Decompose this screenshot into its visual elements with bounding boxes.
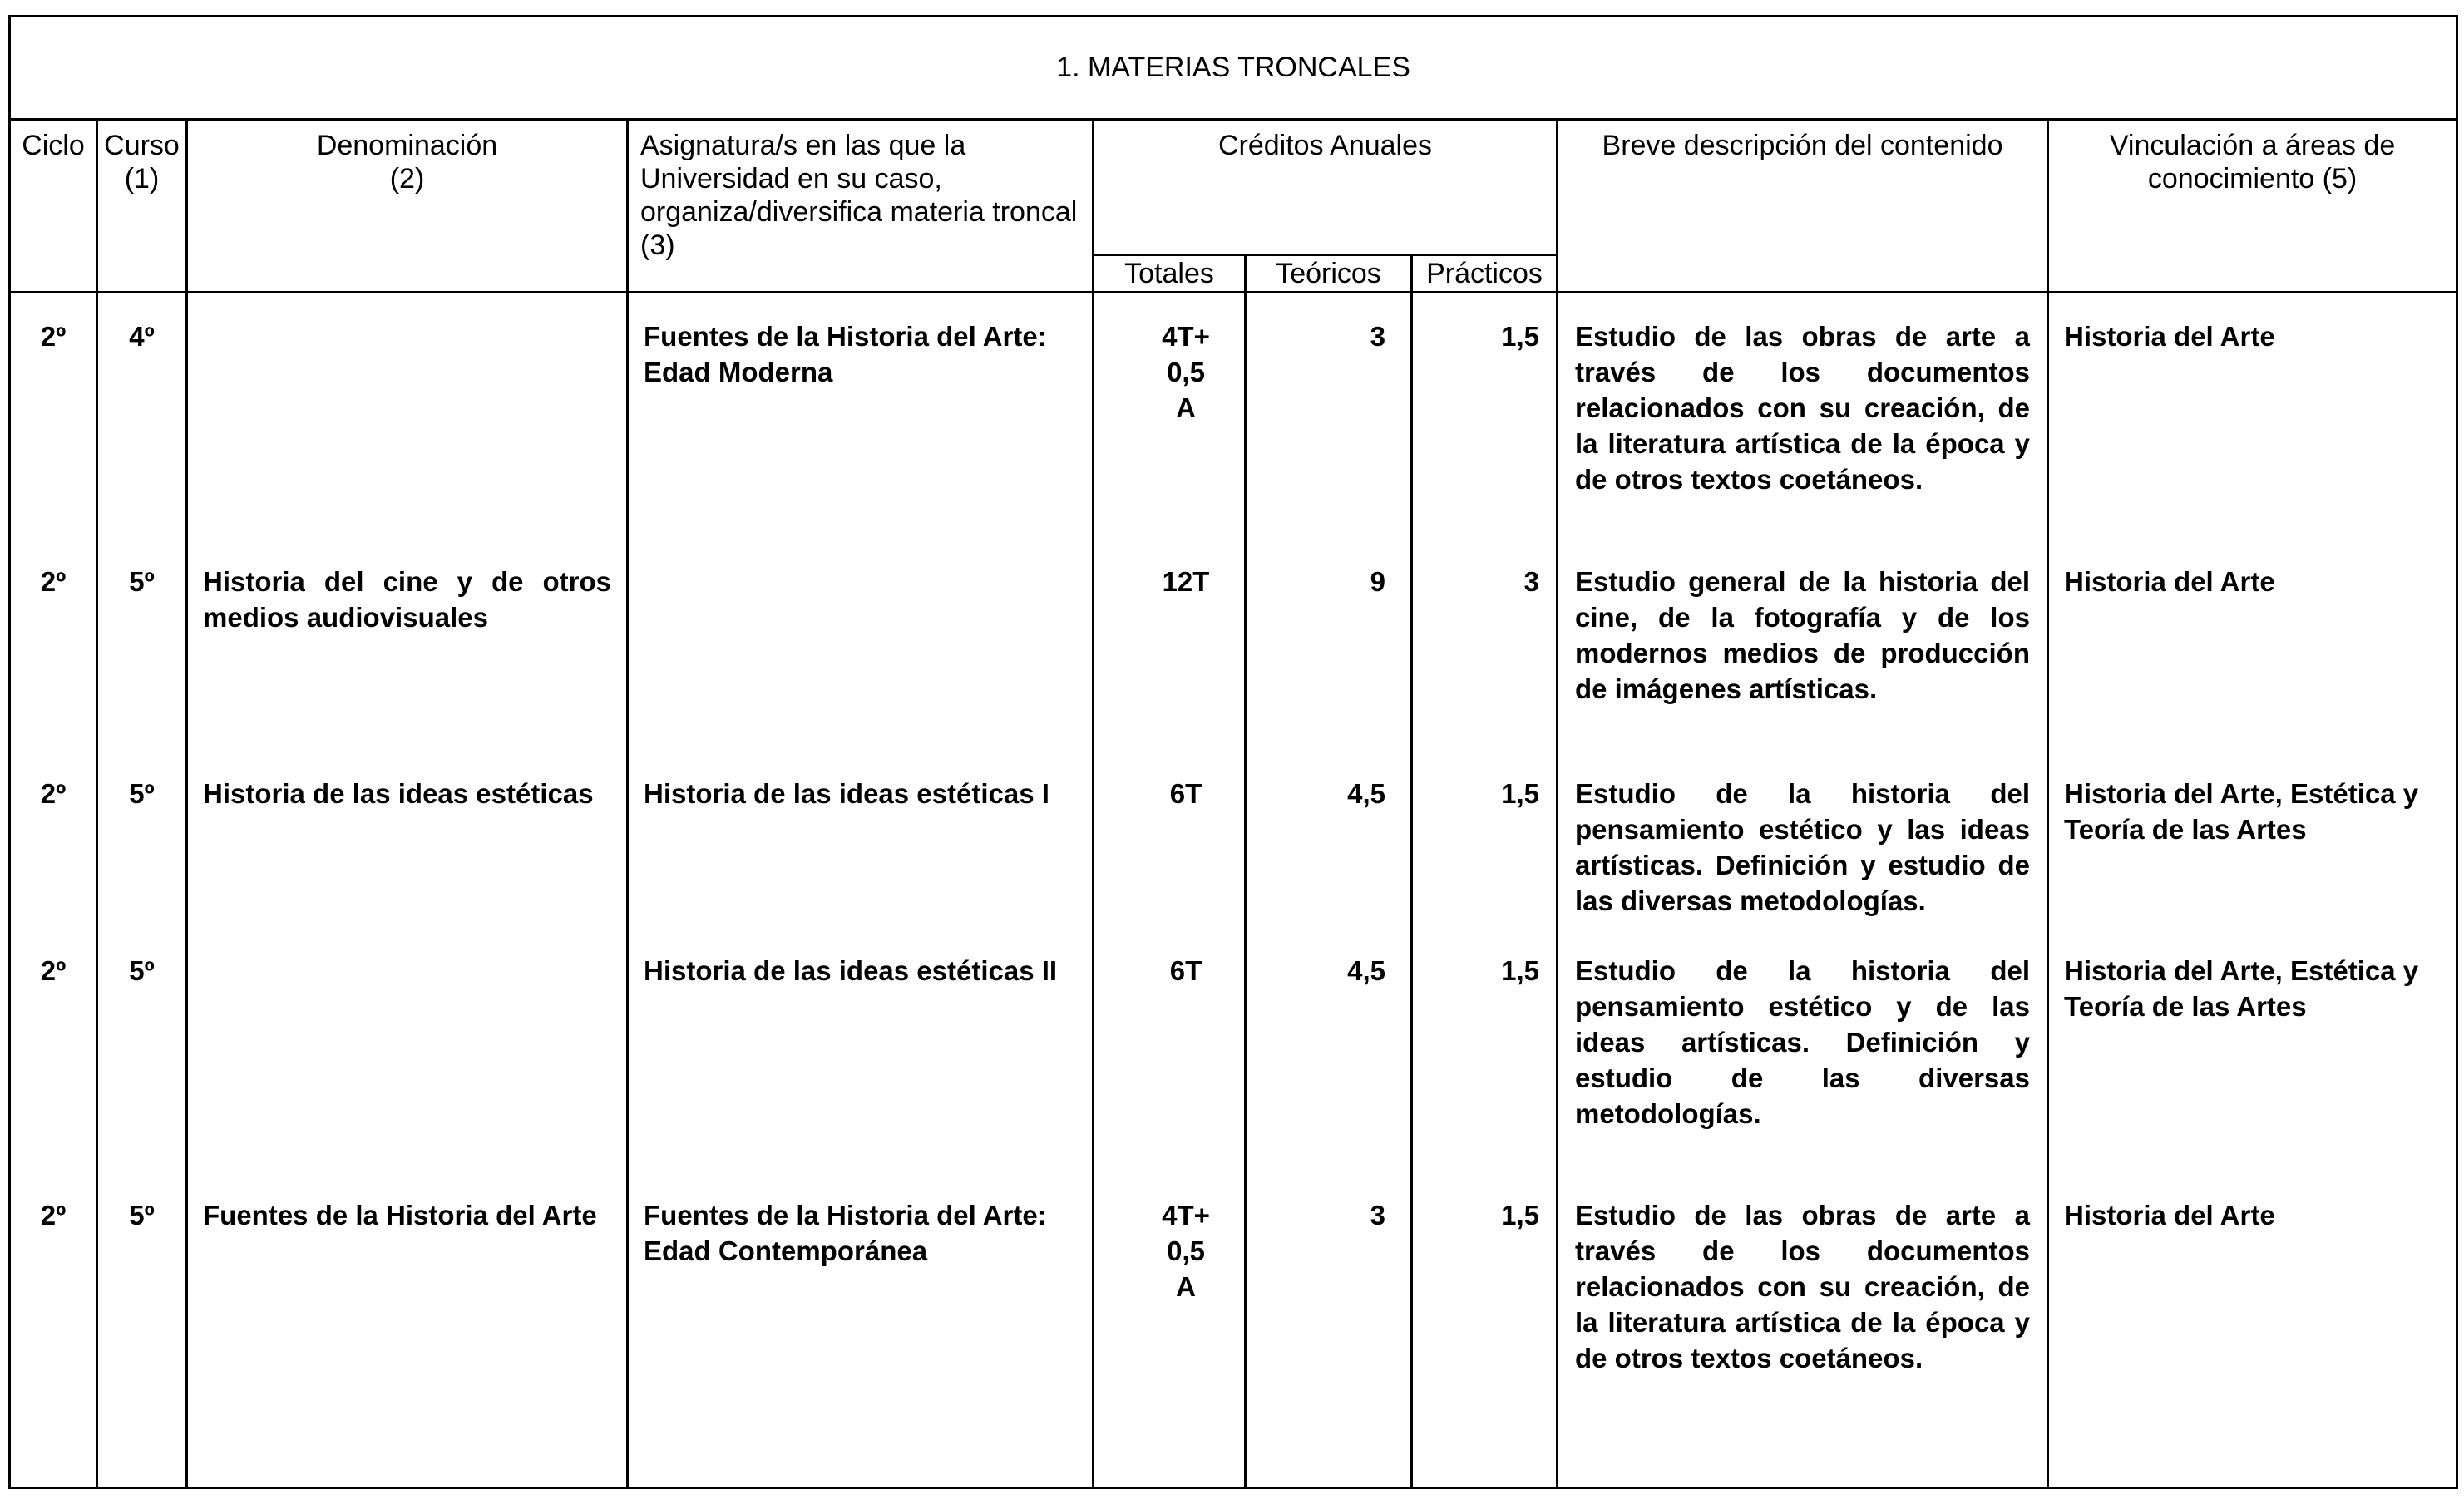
cell-totales: 6T [1169,955,1202,986]
cell-ciclo: 2º [40,566,67,597]
cell-ciclo: 2º [40,1200,67,1230]
cell-totales: 6T [1169,778,1202,809]
cell-curso: 4º [129,321,155,352]
materias-table [8,15,2458,1489]
cell-practicos: 3 [1523,566,1539,597]
header-descripcion: Breve descripción del contenido [1558,120,2048,293]
header-creditos: Créditos Anuales [1094,120,1558,255]
column-lines [11,293,2456,1487]
header-practicos: Prácticos [1412,255,1558,293]
cell-totales: 12T [1162,566,1210,597]
cell-descripcion: Estudio general de la historia del cine, de la fotografía y de los modernos medios de producción de imágenes artísticas. [1575,566,2030,704]
header-curso: Curso (1) [97,120,187,293]
cell-totales: 4T+ 0,5 A [1162,1200,1210,1302]
header-asignatura: Asignatura/s en las que la Universidad en su caso, organiza/diversifica materia troncal (3) [628,120,1094,293]
cell-descripcion: Estudio de la historia del pensamiento estético y de las ideas artísticas. Definición y estudio de las diversas metodologías. [1575,955,2030,1129]
cell-practicos: 1,5 [1501,1200,1539,1230]
header-vinculacion: Vinculación a áreas de conocimiento (5) [2048,120,2457,293]
cell-teoricos: 3 [1370,321,1385,352]
table-body [10,293,2457,1488]
header-denominacion: Denominación (2) [187,120,628,293]
cell-teoricos: 9 [1370,566,1385,597]
cell-teoricos: 3 [1370,1200,1385,1230]
cell-practicos: 1,5 [1501,955,1539,986]
cell-asignatura: Fuentes de la Historia del Arte: Edad Moderna [644,321,1047,387]
cell-vinculacion: Historia del Arte [2064,1200,2275,1230]
cell-practicos: 1,5 [1501,321,1539,352]
cell-ciclo: 2º [40,955,67,986]
cell-denominacion: Historia del cine y de otros medios audiovisuales [203,566,611,633]
cell-curso: 5º [129,1200,155,1230]
cell-ciclo: 2º [40,321,67,352]
cell-vinculacion: Historia del Arte [2064,566,2275,597]
cell-asignatura: Fuentes de la Historia del Arte: Edad Contemporánea [644,1200,1047,1266]
cell-asignatura: Historia de las ideas estéticas I [644,778,1049,809]
cell-descripcion: Estudio de las obras de arte a través de los documentos relacionados con su creación, de la literatura artística de la época y de otros textos coetáneos. [1575,321,2030,495]
cell-curso: 5º [129,778,155,809]
header-teoricos: Teóricos [1246,255,1412,293]
header-totales: Totales [1094,255,1246,293]
cell-practicos: 1,5 [1501,778,1539,809]
cell-teoricos: 4,5 [1347,955,1385,986]
cell-vinculacion: Historia del Arte, Estética y Teoría de las Artes [2064,955,2419,1022]
cell-denominacion: Historia de las ideas estéticas [203,778,594,809]
table-title: 1. MATERIAS TRONCALES [10,17,2457,120]
cell-descripcion: Estudio de las obras de arte a través de los documentos relacionados con su creación, de la literatura artística de la época y de otros textos coetáneos. [1575,1200,2030,1373]
cell-vinculacion: Historia del Arte [2064,321,2275,352]
cell-curso: 5º [129,955,155,986]
cell-ciclo: 2º [40,778,67,809]
cell-totales: 4T+ 0,5 A [1162,321,1210,423]
cell-denominacion: Fuentes de la Historia del Arte [203,1200,597,1230]
cell-teoricos: 4,5 [1347,778,1385,809]
cell-curso: 5º [129,566,155,597]
cell-descripcion: Estudio de la historia del pensamiento estético y las ideas artísticas. Definición y estudio de las diversas metodologías. [1575,778,2030,916]
materias-troncales-sheet [8,15,2456,1491]
header-ciclo: Ciclo [10,120,97,293]
cell-vinculacion: Historia del Arte, Estética y Teoría de las Artes [2064,778,2419,845]
cell-asignatura: Historia de las ideas estéticas II [644,955,1058,986]
rows-container [11,293,2456,1487]
